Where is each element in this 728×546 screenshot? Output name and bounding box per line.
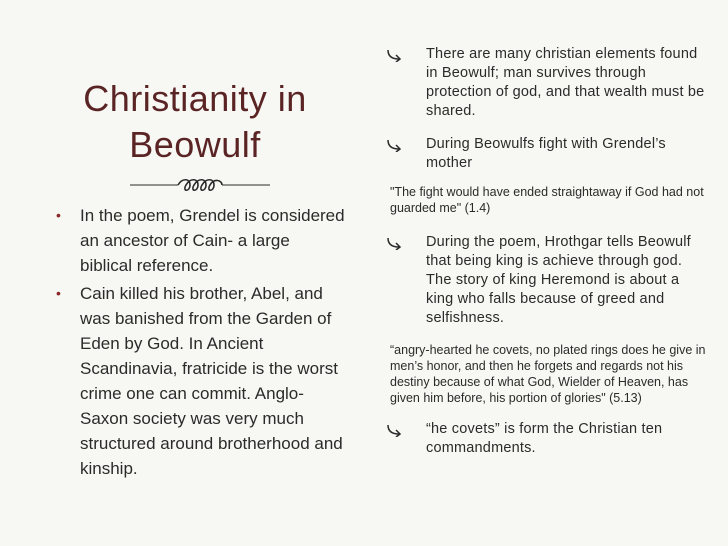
right-bullet — [380, 233, 710, 328]
left-bullet — [56, 281, 346, 481]
scroll-ornament-divider — [130, 174, 270, 196]
curved-arrow-icon — [386, 236, 404, 250]
curved-arrow-icon — [386, 48, 404, 62]
title-line-2: Beowulf — [129, 124, 261, 165]
right-bullet — [380, 420, 710, 458]
right-bullet-text: “he covets” is form the Christian ten commandments. — [426, 421, 663, 456]
left-bullet-text: In the poem, Grendel is considered an ancestor of Cain- a large biblical reference. — [80, 206, 345, 275]
left-bullet — [56, 203, 346, 278]
curved-arrow-icon — [386, 423, 404, 437]
curved-arrow-icon — [386, 138, 404, 152]
bullet-dot-icon: • — [56, 285, 61, 301]
quote-text: “angry-hearted he covets, no plated rings does he give in men’s honor, and then he forgets and regards not his destiny because of what God, Wielder of Heaven, has given him before, his portion of glories" (5.13) — [390, 343, 706, 405]
right-bullet-text: There are many christian elements found in Beowulf; man survives through protection of god, and that wealth must be shared. — [426, 46, 705, 119]
right-column — [380, 40, 710, 458]
slide-title — [60, 76, 330, 168]
right-bullet — [380, 45, 710, 121]
right-bullet — [380, 135, 710, 173]
title-line-1: Christianity in — [83, 78, 307, 119]
quote-text: "The fight would have ended straightaway if God had not guarded me" (1.4) — [390, 185, 704, 215]
right-bullet-text: During the poem, Hrothgar tells Beowulf that being king is achieve through god. The story of king Heremond is about a king who falls because of greed and selfishness. — [426, 234, 691, 326]
bullet-dot-icon: • — [56, 207, 61, 223]
left-bullet-list — [56, 203, 346, 484]
left-bullet-text: Cain killed his brother, Abel, and was banished from the Garden of Eden by God. In Ancient Scandinavia, fratricide is the worst crime one can commit. Anglo-Saxon society was very much structured around brotherhood and kinship. — [80, 284, 343, 478]
right-bullet-text: During Beowulfs fight with Grendel’s mother — [426, 136, 666, 171]
